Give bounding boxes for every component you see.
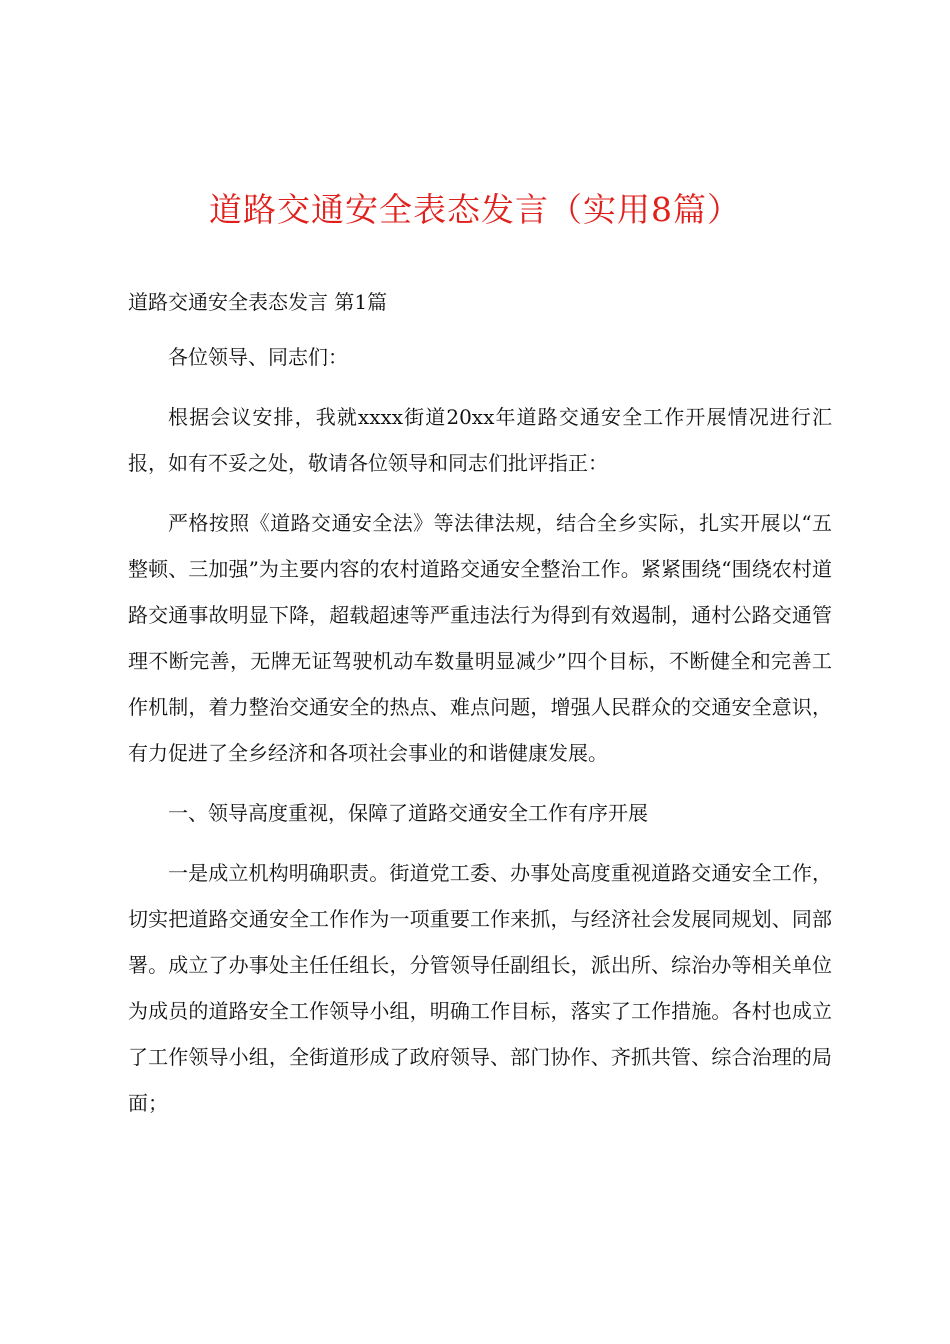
detail-paragraph: 一是成立机构明确职责。街道党工委、办事处高度重视道路交通安全工作，切实把道路交通安全工作作为一项重要工作来抓，与经济社会发展同规划、同部署。成立了办事处主任任组长，分管领导任副组长，派出所、综治办等相关单位为成员的道路安全工作领导小组，明确工作目标，落实了工作措施。各村也成立了工作领导小组，全街道形成了政府领导、部门协作、齐抓共管、综合治理的局面；	[128, 861, 832, 1115]
document-body	[128, 334, 832, 1140]
document-title: 道路交通安全表态发言（实用8篇）	[209, 190, 741, 229]
section-heading: 道路交通安全表态发言 第1篇	[128, 290, 388, 314]
overview-paragraph: 严格按照《道路交通安全法》等法律法规，结合全乡实际，扎实开展以“五整顿、三加强”为主要内容的农村道路交通安全整治工作。紧紧围绕“围绕农村道路交通事故明显下降，超载超速等严重违法行为得到有效遏制，通村公路交通管理不断完善，无牌无证驾驶机动车数量明显减少”四个目标，不断健全和完善工作机制，着力整治交通安全的热点、难点问题，增强人民群众的交通安全意识，有力促进了全乡经济和各项社会事业的和谐健康发展。	[128, 511, 832, 765]
subsection-heading: 一、领导高度重视，保障了道路交通安全工作有序开展	[168, 801, 648, 825]
intro-paragraph: 根据会议安排，我就xxxx街道20xx年道路交通安全工作开展情况进行汇报，如有不妥之处，敬请各位领导和同志们批评指正：	[128, 405, 832, 475]
salutation-paragraph: 各位领导、同志们：	[168, 345, 348, 369]
